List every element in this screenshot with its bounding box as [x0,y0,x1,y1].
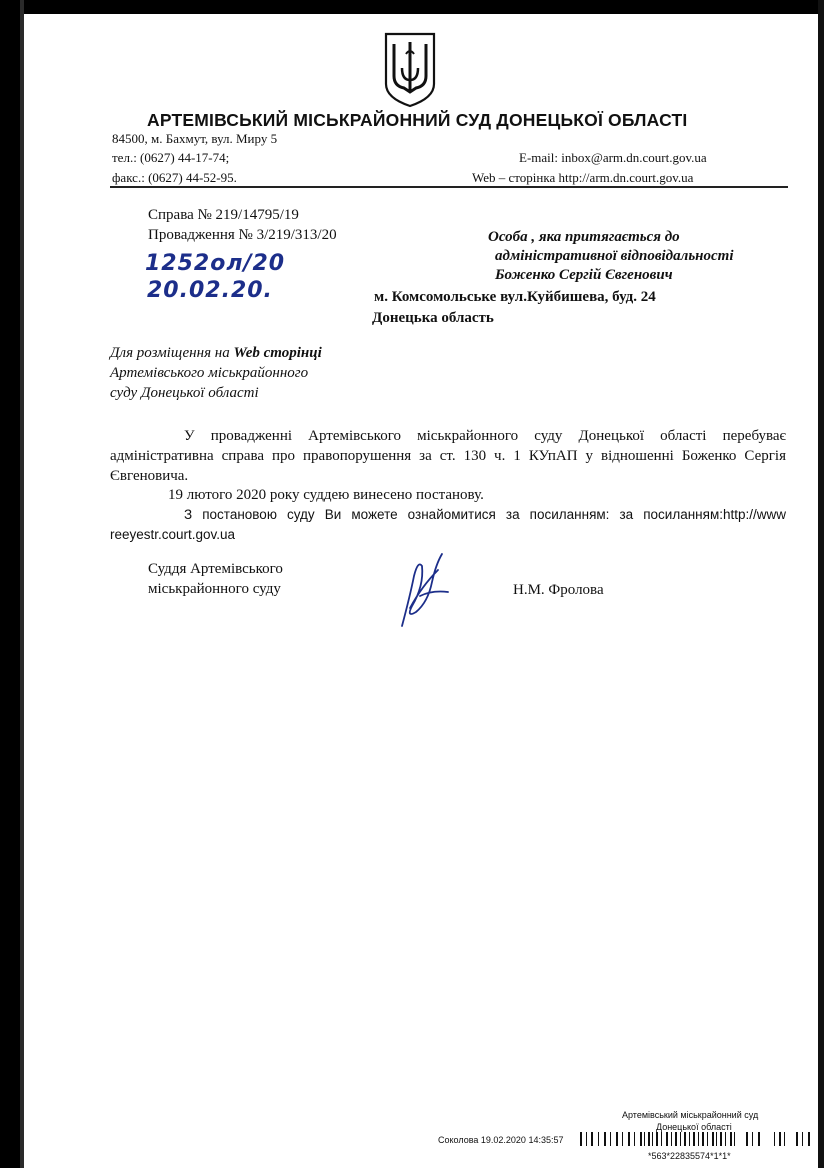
case-number: Справа № 219/14795/19 [148,207,299,223]
court-phone: тел.: (0627) 44-17-74; [112,150,230,165]
placement-line-3: суду Донецької області [110,385,259,401]
footer-stamp-line-1: Артемівський міськрайонний суд [622,1110,759,1120]
handwritten-registration-number: 1252ол/20 [145,251,286,276]
judge-title-line-1: Суддя Артемівського [148,561,283,577]
body-paragraph-1: У провадженні Артемівського міськрайонного суду Донецької області перебуває адміністративна справа про правопорушення за ст. 130 ч. 1 КУпАП у відношенні Боженко Сергія Євгеновича. [110,428,786,484]
handwritten-date: 20.02.20. [147,278,273,303]
footer-registered: Соколова 19.02.2020 14:35:57 [438,1135,564,1145]
scan-edge-left [0,0,20,1168]
barcode [578,1132,814,1152]
placement-line-1 [110,345,322,362]
trident-emblem-icon [380,28,440,108]
scan-edge-top [0,0,824,14]
court-email: E-mail: inbox@arm.dn.court.gov.ua [519,150,707,165]
court-address: 84500, м. Бахмут, вул. Миру 5 [112,131,278,146]
court-title: АРТЕМІВСЬКИЙ МІСЬКРАЙОННИЙ СУД ДОНЕЦЬКОЇ ОБЛАСТІ [147,110,688,130]
recipient-address: м. Комсомольське вул.Куйбишева, буд. 24 [374,289,656,305]
court-website: Web – сторінка http://arm.dn.court.gov.ua [472,170,694,185]
scan-edge-right [818,0,824,1168]
header-divider [110,186,788,188]
court-fax: факс.: (0627) 44-52-95. [112,170,237,185]
recipient-line-2: адміністративної відповідальності [495,248,734,264]
body-paragraph-2: 19 лютого 2020 року суддею винесено постанову. [168,487,484,503]
recipient-region: Донецька область [372,310,494,326]
barcode-code: *563*22835574*1*1* [648,1151,731,1161]
placement-prefix: Для розміщення на [110,345,234,361]
footer-stamp-line-2: Донецької області [656,1122,732,1132]
handwritten-signature [392,546,452,636]
recipient-name: Боженко Сергій Євгенович [495,267,673,283]
judge-title-line-2: міськрайонного суду [148,581,281,597]
judge-name: Н.М. Фролова [513,582,604,598]
scan-edge-shadow [20,0,24,1168]
recipient-line-1: Особа , яка притягається до [488,229,680,245]
placement-line-2: Артемівського міськрайонного [110,365,309,381]
proceeding-number: Провадження № 3/219/313/20 [148,227,337,243]
placement-web: Web сторінці [233,345,322,361]
body-paragraph-3: З постановою суду Ви можете ознайомитися за посиланням: за посиланням:http://www reeyestr.court.gov.ua [110,507,786,542]
